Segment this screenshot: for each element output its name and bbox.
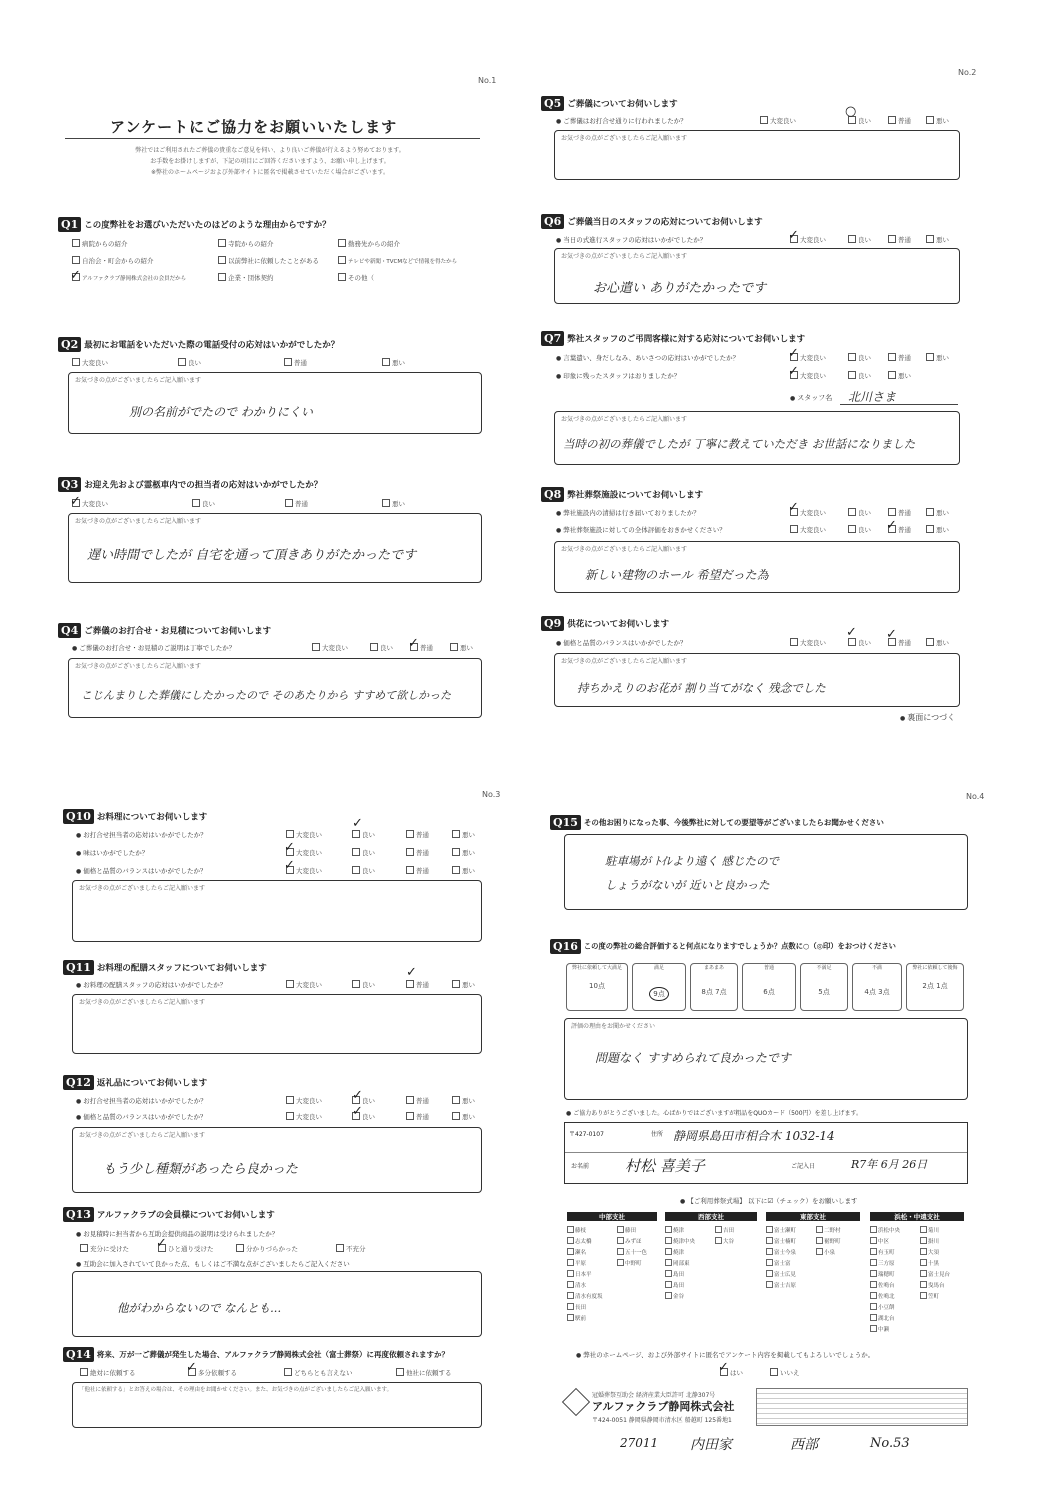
- branch-hall-option[interactable]: 中区: [870, 1237, 889, 1245]
- branch-hall-option[interactable]: 中野町: [617, 1259, 642, 1267]
- score-8[interactable]: 8点: [701, 988, 713, 996]
- q7-option[interactable]: 悪い: [926, 353, 949, 362]
- q8-option[interactable]: 悪い: [926, 508, 949, 517]
- publish-yes[interactable]: はい: [720, 1368, 743, 1377]
- branch-hall-option[interactable]: 曳馬台: [920, 1281, 945, 1289]
- branch-hall-option[interactable]: 富士見台: [920, 1270, 950, 1278]
- page-title: アンケートにご協力をお願いいたします: [110, 118, 398, 136]
- branch-hall-option[interactable]: 富士広見: [766, 1270, 796, 1278]
- footnote-no: No.53: [870, 1436, 910, 1451]
- check-mark: ✓: [886, 627, 897, 642]
- q14-option[interactable]: 他社に依頼する: [396, 1368, 452, 1377]
- q11-comment-box[interactable]: お気づきの点がございましたらご記入願います: [72, 994, 482, 1054]
- q7-option[interactable]: 大変良い: [790, 353, 826, 362]
- q13-heading: Q13 アルファクラブの会員様についてお伺いします: [63, 1204, 275, 1223]
- score-5[interactable]: 5点: [818, 988, 830, 996]
- q8-option[interactable]: 普通: [888, 508, 911, 517]
- q12-option[interactable]: 良い: [352, 1096, 375, 1105]
- q2-comment: 別の名前がでたので わかりにくい: [129, 405, 313, 419]
- q1-option[interactable]: 以前弊社に依頼したことがある: [218, 256, 319, 265]
- q8-comment: 新しい建物のホール 希望だった為: [585, 568, 769, 582]
- q10-heading: Q10 お料理についてお伺いします: [63, 806, 207, 825]
- check-mark: ✓: [352, 816, 363, 831]
- q1-heading: Q1 この度弊社をお選びいただいたのはどのような理由からですか？: [58, 214, 331, 233]
- branch-hall-option[interactable]: 駅前: [567, 1314, 586, 1322]
- privacy-notice-box: [756, 1388, 968, 1426]
- q10-option[interactable]: 大変良い: [286, 830, 322, 839]
- q16-heading: Q16 この度の弊社の総合評価すると何点になりますでしょうか？点数に○（◎印）をおつけください: [550, 936, 896, 955]
- q10-option[interactable]: 普通: [406, 830, 429, 839]
- q9-option[interactable]: 良い: [848, 638, 871, 647]
- branch-hall-option[interactable]: 焼津: [665, 1226, 684, 1234]
- q11-option[interactable]: 大変良い: [286, 980, 322, 989]
- branch-hall-option[interactable]: 三方原: [870, 1259, 895, 1267]
- check-mark: ✓: [788, 346, 799, 361]
- branch-hall-option[interactable]: 焼津: [665, 1248, 684, 1256]
- q12-heading: Q12 返礼品についてお伺いします: [63, 1072, 207, 1091]
- q1-option[interactable]: 企業・団体契約: [218, 273, 274, 282]
- branch-hall-option[interactable]: 清水: [567, 1281, 586, 1289]
- page-number: No.4: [966, 792, 985, 801]
- check-mark: ✓: [70, 268, 81, 283]
- q13-subquestion: ● 互助会に加入されていて良かった点、もしくはご不満な点がございましたらご記入ください: [76, 1259, 350, 1268]
- q7-comment-box[interactable]: お気づきの点がございましたらご記入願います 当時の初の葬儀でしたが 丁寧に教えていただき お世話になりました: [554, 411, 960, 465]
- branch-hall-option[interactable]: 中瀬: [870, 1325, 889, 1333]
- q9-heading: Q9 供花についてお伺いします: [541, 613, 669, 632]
- q7-staff-label: ● スタッフ名: [790, 393, 832, 403]
- q6-subquestion: ● 当日の式進行スタッフの応対はいかがでしたか？: [556, 235, 706, 244]
- q6-option[interactable]: 大変良い: [790, 235, 826, 244]
- q11-heading: Q11 お料理の配膳スタッフについてお伺いします: [63, 957, 267, 976]
- q7-option[interactable]: 普通: [888, 353, 911, 362]
- q9-comment: 持ちかえりのお花が 割り当てがなく 残念でした: [577, 681, 826, 695]
- check-mark: ✓: [352, 1104, 363, 1119]
- branch-hall-option[interactable]: みずほ: [617, 1237, 642, 1245]
- q10-option[interactable]: 良い: [352, 848, 375, 857]
- check-mark: ✓: [70, 494, 81, 509]
- q8-option[interactable]: 良い: [848, 525, 871, 534]
- check-mark: ✓: [788, 500, 799, 515]
- q8-subquestion: ● 弊社施設内の清掃は行き届いておりましたか？: [556, 508, 700, 517]
- branch-hall-option[interactable]: 菊川: [920, 1226, 939, 1234]
- score-9[interactable]: 9点: [649, 987, 668, 1001]
- footnote-area: 西部: [790, 1437, 818, 1453]
- branch-hall-option[interactable]: 藤枝: [567, 1226, 586, 1234]
- q10-option[interactable]: 悪い: [452, 866, 475, 875]
- q8-option[interactable]: 悪い: [926, 525, 949, 534]
- q5-option[interactable]: 良い: [848, 116, 871, 125]
- q10-subquestion: ● 味はいかがでしたか？: [76, 848, 148, 857]
- q5-comment-box[interactable]: お気づきの点がございましたらご記入願います: [554, 130, 960, 180]
- q16-score-group: 弊社に依頼して大満足 10点: [566, 963, 628, 1011]
- score-6[interactable]: 6点: [763, 988, 775, 996]
- q4-subquestion: ● ご葬儀のお打合せ・お見積のご説明は丁寧でしたか？: [72, 643, 235, 652]
- q16-score-group: 弊社に依頼して後悔 2点 1点: [906, 963, 964, 1011]
- q16-score-group: 不満足 5点: [800, 963, 848, 1011]
- q10-option[interactable]: 大変良い: [286, 866, 322, 875]
- q12-option[interactable]: 普通: [406, 1112, 429, 1121]
- branch-hall-option[interactable]: 清水有度坂: [567, 1292, 603, 1300]
- check-mark: ✓: [718, 1360, 729, 1375]
- branch-hall-option[interactable]: 笠町: [920, 1292, 939, 1300]
- q10-option[interactable]: 大変良い: [286, 848, 322, 857]
- q16-score-group: 満足 9点: [632, 963, 686, 1011]
- branch-hall-option[interactable]: 岡部東: [665, 1259, 690, 1267]
- publish-no[interactable]: いいえ: [770, 1368, 800, 1377]
- q8-option[interactable]: 普通: [888, 525, 911, 534]
- branch-hall-option[interactable]: 瑞穂町: [870, 1270, 895, 1278]
- branch-hall-option[interactable]: 大須: [920, 1248, 939, 1256]
- check-mark: ✓: [846, 625, 857, 640]
- q10-subquestion: ● お打合せ担当者の応対はいかがでしたか？: [76, 830, 207, 839]
- q10-option[interactable]: 良い: [352, 830, 375, 839]
- q9-option[interactable]: 大変良い: [790, 638, 826, 647]
- q8-subquestion: ● 弊社葬祭施設に対しての全体評価をおきかせください？: [556, 525, 726, 534]
- q7-subquestion: ● 印象に残ったスタッフはおりましたか？: [556, 371, 680, 380]
- q1-option[interactable]: その他（: [338, 273, 374, 282]
- q4-comment-box[interactable]: お気づきの点がございましたらご記入願います こじんまりした葬儀にしたかったので そのあたりから すすめて欲しかった: [68, 658, 482, 718]
- score-4[interactable]: 4点: [864, 988, 876, 996]
- q6-option[interactable]: 良い: [848, 235, 871, 244]
- q4-option[interactable]: 良い: [370, 643, 393, 652]
- q2-heading: Q2 最初にお電話をいただいた際の電話受付の応対はいかがでしたか？: [58, 334, 339, 353]
- check-mark: ✓: [352, 1088, 363, 1103]
- check-mark: ✓: [406, 965, 417, 980]
- branch-hall-option[interactable]: 島田: [665, 1270, 684, 1278]
- q3-option[interactable]: 悪い: [382, 499, 405, 508]
- branch-hall-option[interactable]: 掛川: [920, 1237, 939, 1245]
- q5-subquestion: ● ご葬儀はお打合せ通りに行われましたか？: [556, 116, 687, 125]
- q9-comment-box[interactable]: お気づきの点がございましたらご記入願います 持ちかえりのお花が 割り当てがなく 残念でした: [554, 653, 960, 707]
- address-value[interactable]: 静岡県島田市相合木 1032-14: [673, 1129, 835, 1143]
- branch-hall-option[interactable]: 藤田: [617, 1226, 636, 1234]
- q5-option[interactable]: 普通: [888, 116, 911, 125]
- q3-option[interactable]: 良い: [192, 499, 215, 508]
- q7-option[interactable]: 悪い: [888, 371, 911, 380]
- branch-hall-option[interactable]: 富士今泉: [766, 1248, 796, 1256]
- q8-option[interactable]: 良い: [848, 508, 871, 517]
- branch-hall-option[interactable]: 富士富: [766, 1259, 791, 1267]
- q7-option[interactable]: 大変良い: [790, 371, 826, 380]
- q5-option[interactable]: 悪い: [926, 116, 949, 125]
- q13-option[interactable]: ひと通り受けた: [158, 1244, 214, 1253]
- q7-comment: 当時の初の葬儀でしたが 丁寧に教えていただき お世話になりました: [563, 437, 916, 451]
- q4-option[interactable]: 大変良い: [312, 643, 348, 652]
- q12-option[interactable]: 悪い: [452, 1112, 475, 1121]
- q10-comment-box[interactable]: お気づきの点がございましたらご記入願います: [72, 880, 482, 942]
- q13-option[interactable]: 充分に受けた: [80, 1244, 129, 1253]
- score-1[interactable]: 1点: [936, 982, 948, 990]
- branch-hall-option[interactable]: 佐鳴北: [870, 1292, 895, 1300]
- branch-hall-option[interactable]: 富士瀬町: [766, 1226, 796, 1234]
- q2-comment-box[interactable]: お気づきの点がございましたらご記入願います 別の名前がでたので わかりにくい: [68, 372, 482, 434]
- check-mark: ○: [845, 104, 857, 119]
- branch-hall-option[interactable]: 長田: [567, 1303, 586, 1311]
- score-10[interactable]: 10点: [589, 982, 605, 990]
- q13-option[interactable]: 分かりづらかった: [236, 1244, 298, 1253]
- q12-subquestion: ● 価格と品質のバランスはいかがでしたか？: [76, 1112, 207, 1121]
- q2-option[interactable]: 悪い: [382, 358, 405, 367]
- q3-option[interactable]: 大変良い: [72, 499, 108, 508]
- q6-option[interactable]: 普通: [888, 235, 911, 244]
- q12-option[interactable]: 悪い: [452, 1096, 475, 1105]
- q5-heading: Q5 ご葬儀についてお伺いします: [541, 93, 678, 112]
- q1-option[interactable]: アルファクラブ静岡株式会社の会員だから: [72, 273, 186, 282]
- branch-hall-option[interactable]: 浜松中央: [870, 1226, 900, 1234]
- branch-hall-option[interactable]: 富士楠町: [766, 1237, 796, 1245]
- q9-option[interactable]: 悪い: [926, 638, 949, 647]
- q5-option[interactable]: 大変良い: [760, 116, 796, 125]
- branch-header: 東部支社: [766, 1212, 860, 1221]
- q3-heading: Q3 お迎え先および霊柩車内での担当者の応対はいかがでしたか？: [58, 474, 322, 493]
- q16-score-group: 不満 4点 3点: [852, 963, 902, 1011]
- branch-hall-option[interactable]: 焼津中央: [665, 1237, 695, 1245]
- continue-note: ● 裏面につづく: [900, 712, 955, 723]
- check-mark: ✓: [788, 364, 799, 379]
- q10-option[interactable]: 悪い: [452, 848, 475, 857]
- q12-comment-box[interactable]: お気づきの点がございましたらご記入願います もう少し種類があったら良かった: [72, 1127, 482, 1193]
- check-mark: ✓: [788, 228, 799, 243]
- q6-comment: お心遣い ありがたかったです: [593, 281, 767, 296]
- q16-score-group: 普通 6点: [742, 963, 796, 1011]
- branch-hall-option[interactable]: 二野村: [816, 1226, 841, 1234]
- q11-option[interactable]: 悪い: [452, 980, 475, 989]
- page-number: No.1: [478, 76, 497, 85]
- q12-option[interactable]: 普通: [406, 1096, 429, 1105]
- q14-comment-box[interactable]: 「他社に依頼する」とお答えの場合は、その理由をお聞かせください。また、お気づきの点がございましたらご記入願います。: [72, 1382, 482, 1428]
- score-3[interactable]: 3点: [878, 988, 890, 996]
- q8-option[interactable]: 大変良い: [790, 508, 826, 517]
- q14-option[interactable]: どちらとも言えない: [284, 1368, 353, 1377]
- check-mark: ✓: [156, 1236, 167, 1251]
- q15-comment: 駐車場が ﾄｲﾚより遠く 感じたので: [605, 854, 780, 868]
- q3-comment: 遅い時間でしたが 自宅を通って頂きありがたかったです: [87, 548, 417, 563]
- q2-option[interactable]: 良い: [178, 358, 201, 367]
- q10-option[interactable]: 悪い: [452, 830, 475, 839]
- q6-comment-box[interactable]: お気づきの点がございましたらご記入願います お心遣い ありがたかったです: [554, 248, 960, 304]
- q11-option[interactable]: 普通: [406, 980, 429, 989]
- company-name: アルファクラブ静岡株式会社: [592, 1400, 735, 1413]
- branch-hall-option[interactable]: 有玉町: [870, 1248, 895, 1256]
- q2-option[interactable]: 普通: [284, 358, 307, 367]
- check-mark: ✓: [886, 518, 897, 533]
- q12-comment: もう少し種類があったら良かった: [103, 1162, 298, 1177]
- name-value[interactable]: 村松 喜美子: [625, 1157, 705, 1175]
- q8-option[interactable]: 大変良い: [790, 525, 826, 534]
- q15-heading: Q15 その他お困りになった事、今後弊社に対しての要望等がございましたらお聞かせください: [550, 812, 884, 831]
- branch-hall-option[interactable]: 小泉: [816, 1248, 835, 1256]
- branch-header: 浜松・中遠支社: [870, 1212, 964, 1221]
- branch-hall-option[interactable]: 十黒: [920, 1259, 939, 1267]
- check-mark: ✓: [408, 636, 419, 651]
- branch-header: 中部支社: [567, 1212, 657, 1221]
- thanks-note: ● ご協力ありがとうございました。心ばかりではございますが粗品をQUOカード（500円）を差し上げます。: [566, 1108, 862, 1117]
- q1-option[interactable]: 寺院からの紹介: [218, 239, 274, 248]
- score-2[interactable]: 2点: [922, 982, 934, 990]
- check-mark: ✓: [186, 1360, 197, 1375]
- q10-option[interactable]: 普通: [406, 866, 429, 875]
- q10-option[interactable]: 良い: [352, 866, 375, 875]
- q1-option[interactable]: 自治会・町会からの紹介: [72, 256, 154, 265]
- branch-hall-option[interactable]: 富士吉原: [766, 1281, 796, 1289]
- q8-heading: Q8 弊社葬祭施設についてお伺いします: [541, 484, 703, 503]
- contact-box: 〒427-0107 住所 静岡県島田市相合木 1032-14 お名前 村松 喜美子 ご記入日 R7年 6月 26日: [564, 1122, 968, 1184]
- intro-text: 弊社ではご利用されたご葬儀の貴重なご意見を伺い、より良いご葬儀が行えるよう努めております。 お手数をお掛けしますが、下記の項目にご回答くださいますよう、お願い申し上げます。 ※弊社のホームページおよび外部サイトに匿名で掲載させていただく場合がございます。: [135, 147, 405, 176]
- q4-option[interactable]: 悪い: [450, 643, 473, 652]
- branch-hall-option[interactable]: 小豆餅: [870, 1303, 895, 1311]
- q15-comment: しょうがないが 近いと良かった: [605, 878, 770, 892]
- q12-option[interactable]: 良い: [352, 1112, 375, 1121]
- page-number: No.3: [482, 790, 501, 799]
- q16-score-group: まあまあ 8点 7点: [690, 963, 738, 1011]
- date-value[interactable]: R7年 6月 26日: [851, 1158, 928, 1171]
- q4-comment: こじんまりした葬儀にしたかったので そのあたりから すすめて欲しかった: [81, 689, 452, 702]
- q14-option[interactable]: 多分依頼する: [188, 1368, 237, 1377]
- q6-option[interactable]: 悪い: [926, 235, 949, 244]
- company-address: 〒424-0051 静岡県静岡市清水区 船越町 125番地1: [592, 1417, 732, 1424]
- q2-option[interactable]: 大変良い: [72, 358, 108, 367]
- q1-option[interactable]: 病院からの紹介: [72, 239, 128, 248]
- q7-option[interactable]: 良い: [848, 353, 871, 362]
- check-mark: ✓: [284, 858, 295, 873]
- branch-hall-option[interactable]: 志太橋: [567, 1237, 592, 1245]
- branch-hall-option[interactable]: 裾野町: [816, 1237, 841, 1245]
- branch-hall-option[interactable]: 湖北台: [870, 1314, 895, 1322]
- q7-staff-name: 北川さま: [848, 390, 897, 404]
- q13-comment: 他がわからないので なんとも...: [117, 1301, 282, 1315]
- page-number: No.2: [958, 68, 977, 77]
- q1-option[interactable]: 勤務先からの紹介: [338, 239, 400, 248]
- q3-comment-box[interactable]: お気づきの点がございましたらご記入願います 遅い時間でしたが 自宅を通って頂きありがたかったです: [68, 513, 482, 583]
- branch-header: 西部支社: [665, 1212, 757, 1221]
- branch-hall-option[interactable]: 金谷: [665, 1292, 684, 1300]
- q13-option[interactable]: 不充分: [336, 1244, 366, 1253]
- publish-question: ● 弊社のホームページ、および外部サイトに匿名でアンケート内容を掲載してもよろしいでしょうか。: [576, 1350, 874, 1359]
- q4-option[interactable]: 普通: [410, 643, 433, 652]
- score-7[interactable]: 7点: [715, 988, 727, 996]
- branch-hall-option[interactable]: 吉田: [715, 1226, 734, 1234]
- q11-subquestion: ● お料理の配膳スタッフの応対はいかがでしたか？: [76, 980, 226, 989]
- q16-reason-box[interactable]: 評価の理由をお聞かせください 問題なく すすめられて良かったです: [564, 1018, 968, 1100]
- q12-option[interactable]: 大変良い: [286, 1112, 322, 1121]
- q10-option[interactable]: 普通: [406, 848, 429, 857]
- q15-comment-box[interactable]: [564, 834, 968, 910]
- branch-hall-option[interactable]: 五十一色: [617, 1248, 647, 1256]
- check-mark: ✓: [284, 840, 295, 855]
- q12-subquestion: ● お打合せ担当者の応対はいかがでしたか？: [76, 1096, 207, 1105]
- q9-option[interactable]: 普通: [888, 638, 911, 647]
- q8-comment-box[interactable]: お気づきの点がございましたらご記入願います 新しい建物のホール 希望だった為: [554, 541, 960, 593]
- q9-subquestion: ● 価格と品質のバランスはいかがでしたか？: [556, 638, 687, 647]
- q12-option[interactable]: 大変良い: [286, 1096, 322, 1105]
- q16-comment: 問題なく すすめられて良かったです: [595, 1051, 791, 1065]
- branch-hall-option[interactable]: 日本平: [567, 1270, 592, 1278]
- q7-subquestion: ● 言葉遣い、身だしなみ、あいさつの応対はいかがでしたか？: [556, 353, 739, 362]
- q11-option[interactable]: 良い: [352, 980, 375, 989]
- q7-heading: Q7 弊社スタッフのご弔問客様に対する応対についてお伺いします: [541, 328, 805, 347]
- q1-option[interactable]: テレビや新聞・TVCMなどで情報を得たから: [338, 256, 457, 265]
- branch-hall-option[interactable]: 大谷: [715, 1237, 734, 1245]
- q4-heading: Q4 ご葬儀のお打合せ・お見積についてお伺いします: [58, 620, 271, 639]
- company-logo: [562, 1388, 590, 1416]
- q10-subquestion: ● 価格と品質のバランスはいかがでしたか？: [76, 866, 207, 875]
- branch-title: ● 【ご利用葬祭式場】 以下に☑（チェック）をお願いします: [680, 1196, 857, 1205]
- q13-comment-box[interactable]: [72, 1271, 482, 1337]
- branch-hall-option[interactable]: 佐鳴台: [870, 1281, 895, 1289]
- branch-hall-option[interactable]: 島田: [665, 1281, 684, 1289]
- q14-heading: Q14 将来、万が一ご葬儀が発生した場合、アルファクラブ静岡株式会社（富士葬祭）に再度依頼されますか？: [63, 1344, 449, 1363]
- footnote-id: 27011: [620, 1436, 659, 1450]
- q7-option[interactable]: 良い: [848, 371, 871, 380]
- branch-hall-option[interactable]: 平原: [567, 1259, 586, 1267]
- branch-hall-option[interactable]: 瀬名: [567, 1248, 586, 1256]
- q13-subquestion: ● お見積時に担当者から互助会提供商品の説明は受けられましたか？: [76, 1229, 278, 1238]
- footnote-family: 内田家: [690, 1437, 732, 1453]
- company-line: 冠婚葬祭互助会 経済産業大臣許可 北静307号: [592, 1392, 716, 1399]
- q14-option[interactable]: 絶対に依頼する: [80, 1368, 136, 1377]
- q3-option[interactable]: 普通: [285, 499, 308, 508]
- q6-heading: Q6 ご葬儀当日のスタッフの応対についてお伺いします: [541, 211, 763, 230]
